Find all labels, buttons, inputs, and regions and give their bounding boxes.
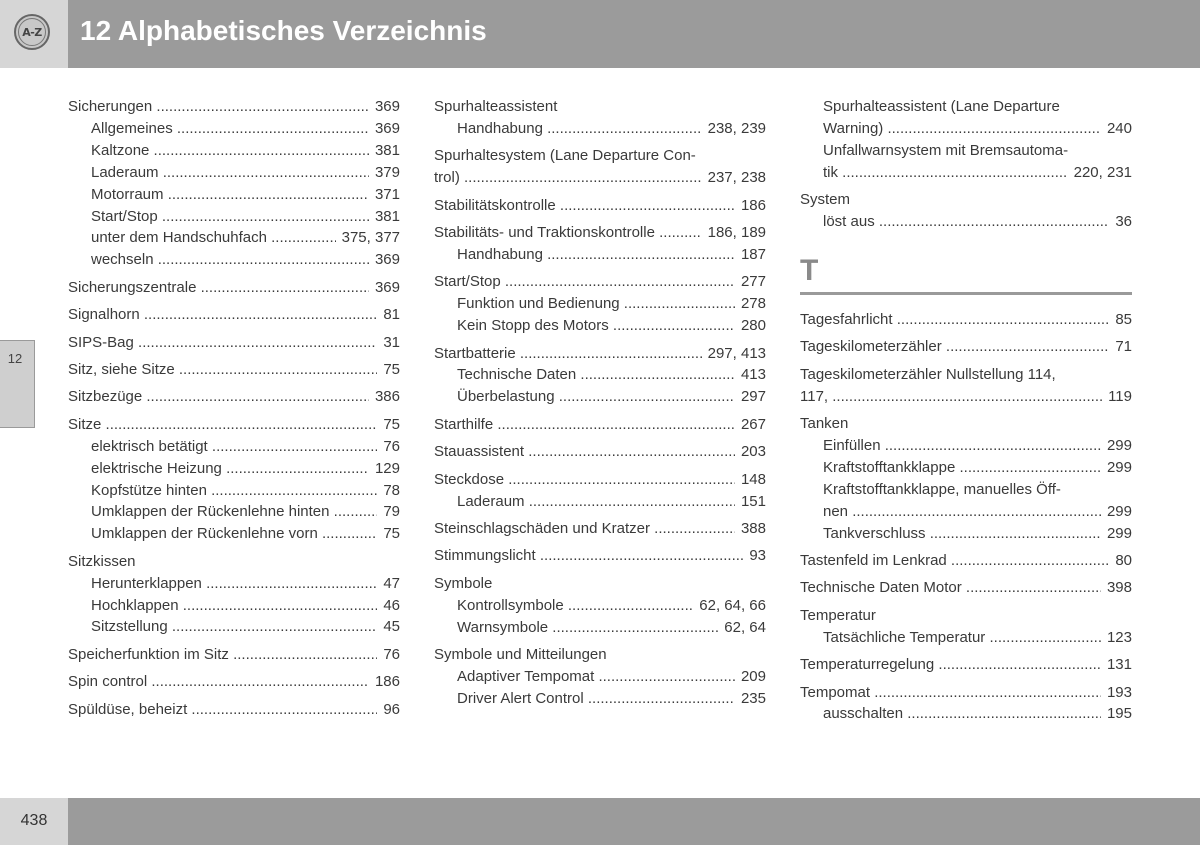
- entry-text: Hochklappen .....: [91, 595, 377, 617]
- index-subentry[interactable]: [800, 435, 1132, 457]
- entry-line[interactable]: [434, 469, 766, 491]
- page-number: 438: [20, 812, 48, 829]
- index-entry: [434, 195, 766, 217]
- entry-text: ausschalten .....: [823, 703, 1101, 725]
- index-subentry[interactable]: [68, 227, 400, 249]
- entry-heading: Sitzkissen: [68, 552, 136, 570]
- page-ref: 267: [740, 415, 766, 433]
- page-ref: 71: [1115, 338, 1132, 356]
- entry-text: Überbelastung .....: [457, 386, 735, 408]
- entry-line[interactable]: [68, 277, 400, 299]
- page-ref: 299: [1106, 458, 1132, 476]
- index-entry: [434, 271, 766, 337]
- entry-text: Tageskilometerzähler .....: [800, 336, 1109, 358]
- entry-text: Sicherungen .....: [68, 96, 369, 118]
- page-ref: 375, 377: [341, 229, 400, 247]
- section-divider: [800, 292, 1132, 295]
- page-ref: 371: [374, 185, 400, 203]
- entry-text: Stabilitätskontrolle .....: [434, 195, 735, 217]
- entry-text: Einfüllen .....: [823, 435, 1101, 457]
- entry-heading: Tanken: [800, 415, 849, 433]
- index-subentry[interactable]: [68, 523, 400, 545]
- entry-line[interactable]: [68, 386, 400, 408]
- entry-line[interactable]: [68, 699, 400, 721]
- page-ref: 76: [383, 437, 400, 455]
- index-entry: [68, 644, 400, 666]
- index-entry: [800, 189, 1132, 233]
- entry-line[interactable]: [68, 332, 400, 354]
- page-ref: 186, 189: [707, 224, 766, 242]
- entry-line[interactable]: [434, 343, 766, 365]
- entry-text-cont: 117, .....: [800, 386, 1102, 408]
- entry-line[interactable]: [68, 96, 400, 118]
- entry-line[interactable]: [434, 195, 766, 217]
- index-subentry[interactable]: [68, 140, 400, 162]
- entry-text: Sitz, siehe Sitze .....: [68, 359, 377, 381]
- index-entry: [68, 277, 400, 299]
- entry-line[interactable]: [800, 309, 1132, 331]
- index-column-3: [800, 96, 1132, 731]
- page-ref: 299: [1106, 524, 1132, 542]
- index-subentry[interactable]: [68, 162, 400, 184]
- section-letter: T: [800, 253, 819, 287]
- page-ref: 379: [374, 163, 400, 181]
- entry-text: Kein Stopp des Motors .....: [457, 315, 735, 337]
- index-entry: [434, 469, 766, 513]
- page-ref: 123: [1106, 628, 1132, 646]
- entry-line[interactable]: [800, 577, 1132, 599]
- index-entry: [800, 577, 1132, 599]
- entry-text: Laderaum .....: [91, 162, 369, 184]
- entry-text-cont: nen .....: [823, 501, 1101, 523]
- index-subentry[interactable]: [68, 573, 400, 595]
- entry-text: Stimmungslicht .....: [434, 545, 743, 567]
- index-subentry[interactable]: [68, 458, 400, 480]
- entry-text: Kraftstofftankklappe .....: [823, 457, 1101, 479]
- index-subentry[interactable]: [800, 523, 1132, 545]
- index-subentry[interactable]: [68, 184, 400, 206]
- page-ref: 75: [383, 525, 400, 543]
- page-ref: 186: [374, 673, 400, 691]
- page-ref: 96: [383, 700, 400, 718]
- letter-section-header: [800, 251, 1132, 309]
- index-subentry[interactable]: [434, 666, 766, 688]
- page-ref: 280: [740, 317, 766, 335]
- index-subentry[interactable]: [434, 491, 766, 513]
- entry-text: Warnsymbole .....: [457, 617, 718, 639]
- a-z-badge-label: A-Z: [18, 18, 46, 46]
- entry-heading: Symbole: [434, 574, 493, 592]
- page-ref: 413: [740, 366, 766, 384]
- index-subentry: Kraftstofftankklappe, manuelles Öff-: [823, 480, 1061, 498]
- entry-text: unter dem Handschuhfach .....: [91, 227, 336, 249]
- index-entry: [800, 364, 1132, 408]
- index-entry: [434, 145, 766, 189]
- entry-heading: System: [800, 191, 851, 209]
- index-entry: [434, 96, 766, 140]
- index-subentry: Spurhalteassistent (Lane Departure: [823, 98, 1060, 115]
- index-entry: [68, 304, 400, 326]
- page-ref: 36: [1115, 213, 1132, 231]
- page-ref: 381: [374, 207, 400, 225]
- index-entry: [68, 551, 400, 639]
- page-ref: 297, 413: [707, 344, 766, 362]
- entry-text: Tageskilometerzähler Nullstellung 114,: [800, 365, 1056, 383]
- footer-bar: [68, 798, 1200, 845]
- entry-text: Sitze .....: [68, 414, 377, 436]
- page-ref: 80: [1115, 552, 1132, 569]
- entry-line[interactable]: [434, 441, 766, 463]
- page-ref: 45: [383, 618, 400, 636]
- chapter-side-tab-label: 12: [7, 351, 23, 366]
- page-ref: 278: [740, 295, 766, 313]
- chapter-side-tab[interactable]: [0, 340, 35, 428]
- entry-text: Technische Daten Motor .....: [800, 577, 1101, 599]
- page-ref: 46: [383, 596, 400, 614]
- entry-line[interactable]: [800, 682, 1132, 704]
- entry-heading: Symbole und Mitteilungen: [434, 645, 607, 663]
- page-ref: 47: [383, 574, 400, 592]
- index-entry: [68, 671, 400, 693]
- page-title: 12 Alphabetisches Verzeichnis: [80, 15, 487, 46]
- page-ref: 31: [383, 333, 400, 351]
- page-ref: 277: [740, 273, 766, 291]
- page-ref: 79: [383, 503, 400, 521]
- entry-text: Motorraum .....: [91, 184, 369, 206]
- index-subentry[interactable]: [68, 595, 400, 617]
- entry-text: Tagesfahrlicht .....: [800, 309, 1109, 331]
- header-left-panel: [0, 0, 68, 68]
- entry-line[interactable]: [434, 271, 766, 293]
- entry-text: Start/Stop .....: [91, 206, 369, 228]
- entry-line[interactable]: [800, 386, 1132, 408]
- index-column-2: [434, 96, 766, 715]
- entry-text: Spurhaltesystem (Lane Departure Con-: [434, 147, 696, 165]
- index-subentry[interactable]: [68, 206, 400, 228]
- page-ref: 119: [1108, 387, 1132, 405]
- page-ref: 299: [1106, 436, 1132, 454]
- entry-text: wechseln .....: [91, 249, 369, 271]
- page-ref: 85: [1115, 310, 1132, 328]
- entry-line[interactable]: [68, 304, 400, 326]
- page-ref: 62, 64: [724, 618, 766, 636]
- entry-text: Start/Stop .....: [434, 271, 735, 293]
- entry-text: Speicherfunktion im Sitz .....: [68, 644, 377, 666]
- entry-text: Temperaturregelung .....: [800, 654, 1101, 676]
- entry-text: elektrische Heizung .....: [91, 458, 369, 480]
- entry-text: Sicherungszentrale .....: [68, 277, 369, 299]
- entry-text: Umklappen der Rückenlehne vorn .....: [91, 523, 377, 545]
- index-subentry[interactable]: [800, 211, 1132, 233]
- page-ref: 151: [740, 492, 766, 510]
- index-entry: [68, 96, 400, 271]
- index-entry: [434, 222, 766, 266]
- index-entry: [68, 699, 400, 721]
- entry-heading: Spurhalteassistent: [434, 98, 558, 115]
- index-subentry[interactable]: [434, 293, 766, 315]
- index-subentry[interactable]: [68, 436, 400, 458]
- index-entry: [434, 414, 766, 436]
- index-subentry[interactable]: [434, 617, 766, 639]
- entry-text: Allgemeines .....: [91, 118, 369, 140]
- index-subentry[interactable]: [800, 501, 1132, 523]
- index-entry: [68, 332, 400, 354]
- entry-line[interactable]: [68, 671, 400, 693]
- entry-line[interactable]: [68, 414, 400, 436]
- page-ref: 240: [1106, 119, 1132, 137]
- entry-line[interactable]: [434, 545, 766, 567]
- entry-text: Startbatterie .....: [434, 343, 702, 365]
- entry-text: Spüldüse, beheizt .....: [68, 699, 377, 721]
- index-subentry[interactable]: [800, 703, 1132, 725]
- entry-text: Stabilitäts- und Traktionskontrolle .....: [434, 222, 702, 244]
- page-ref: 220, 231: [1073, 163, 1132, 181]
- entry-text: Umklappen der Rückenlehne hinten .....: [91, 501, 377, 523]
- index-entry: [68, 386, 400, 408]
- index-subentry[interactable]: [434, 244, 766, 266]
- index-subentry[interactable]: [68, 480, 400, 502]
- page-ref: 369: [374, 251, 400, 269]
- page-ref: 209: [740, 667, 766, 685]
- page-ref: 148: [740, 470, 766, 488]
- page-ref: 381: [374, 141, 400, 159]
- entry-text: löst aus .....: [823, 211, 1109, 233]
- page-ref: 238, 239: [707, 119, 766, 137]
- index-entry: [800, 550, 1132, 572]
- entry-line[interactable]: [434, 414, 766, 436]
- page-ref: 76: [383, 645, 400, 663]
- entry-text: Driver Alert Control .....: [457, 688, 735, 710]
- page-ref: 369: [374, 278, 400, 296]
- entry-text: Spin control .....: [68, 671, 369, 693]
- page-ref: 193: [1106, 683, 1132, 701]
- page-ref: 187: [740, 245, 766, 263]
- page-ref: 93: [749, 547, 766, 565]
- page-ref: 75: [383, 360, 400, 378]
- page-ref: 203: [740, 443, 766, 461]
- page-ref: 75: [383, 415, 400, 433]
- index-entry: [434, 343, 766, 409]
- entry-line[interactable]: [800, 550, 1132, 572]
- index-entry: [800, 654, 1132, 676]
- index-subentry[interactable]: [800, 627, 1132, 649]
- entry-text: Sitzbezüge .....: [68, 386, 369, 408]
- index-subentry[interactable]: [800, 457, 1132, 479]
- index-entry: [800, 605, 1132, 649]
- index-entry: [434, 545, 766, 567]
- index-column-1: [68, 96, 400, 726]
- index-subentry[interactable]: [68, 249, 400, 271]
- entry-text: Handhabung .....: [457, 244, 735, 266]
- index-subentry[interactable]: [68, 118, 400, 140]
- entry-text: Tempomat .....: [800, 682, 1101, 704]
- index-entry: [800, 682, 1132, 726]
- entry-text: Tatsächliche Temperatur .....: [823, 627, 1101, 649]
- entry-text: Steinschlagschäden und Kratzer .....: [434, 518, 735, 540]
- entry-text: Herunterklappen .....: [91, 573, 377, 595]
- index-subentry[interactable]: [434, 364, 766, 386]
- page-ref: 186: [740, 196, 766, 214]
- entry-text: Tastenfeld im Lenkrad .....: [800, 550, 1109, 572]
- entry-text: Adaptiver Tempomat .....: [457, 666, 735, 688]
- entry-heading: Temperatur: [800, 606, 876, 624]
- entry-text: Sitzstellung .....: [91, 616, 377, 638]
- index-entry: [434, 518, 766, 540]
- entry-line[interactable]: [434, 222, 766, 244]
- entry-text: Kopfstütze hinten .....: [91, 480, 377, 502]
- entry-text: Signalhorn .....: [68, 304, 377, 326]
- index-entry: [68, 414, 400, 545]
- entry-text: elektrisch betätigt .....: [91, 436, 377, 458]
- page-ref: 369: [374, 119, 400, 137]
- entry-line[interactable]: [434, 518, 766, 540]
- entry-text: Steckdose .....: [434, 469, 735, 491]
- index-entry: [800, 336, 1132, 358]
- index-entry: [800, 96, 1132, 184]
- page-ref: 129: [374, 459, 400, 477]
- entry-text: Laderaum .....: [457, 491, 735, 513]
- page-ref: 386: [374, 388, 400, 406]
- entry-line[interactable]: [800, 654, 1132, 676]
- index-entry: [68, 359, 400, 381]
- index-entry: [434, 573, 766, 639]
- entry-text: Funktion und Bedienung .....: [457, 293, 735, 315]
- entry-line[interactable]: [68, 359, 400, 381]
- index-subentry[interactable]: [434, 595, 766, 617]
- page-ref: 237, 238: [707, 169, 766, 187]
- entry-line[interactable]: [434, 167, 766, 189]
- page-ref: 78: [383, 481, 400, 499]
- index-entry: [434, 441, 766, 463]
- page-ref: 297: [740, 388, 766, 406]
- entry-text: Tankverschluss .....: [823, 523, 1101, 545]
- entry-text: Starthilfe .....: [434, 414, 735, 436]
- index-subentry: Unfallwarnsystem mit Bremsautoma-: [823, 141, 1069, 159]
- entry-text-cont: trol) .....: [434, 167, 702, 189]
- index-subentry[interactable]: [800, 162, 1132, 184]
- page-ref: 131: [1106, 656, 1132, 674]
- entry-text: Stauassistent .....: [434, 441, 735, 463]
- index-entry: [800, 309, 1132, 331]
- page-ref: 388: [740, 519, 766, 537]
- entry-text: SIPS-Bag .....: [68, 332, 377, 354]
- page-ref: 369: [374, 98, 400, 115]
- page-ref: 81: [383, 306, 400, 324]
- a-z-index-icon: [14, 14, 50, 50]
- page-ref: 299: [1106, 502, 1132, 520]
- index-subentry[interactable]: [434, 688, 766, 710]
- index-subentry[interactable]: [68, 616, 400, 638]
- index-subentry[interactable]: [434, 386, 766, 408]
- page-ref: 235: [740, 689, 766, 707]
- page-ref: 398: [1106, 579, 1132, 597]
- entry-line[interactable]: [68, 644, 400, 666]
- index-subentry[interactable]: [434, 118, 766, 140]
- index-subentry[interactable]: [800, 118, 1132, 140]
- entry-text: Technische Daten .....: [457, 364, 735, 386]
- entry-text-cont: tik .....: [823, 162, 1068, 184]
- index-entry: [800, 413, 1132, 544]
- entry-text: Kontrollsymbole .....: [457, 595, 693, 617]
- index-entry: [434, 644, 766, 710]
- page-ref: 195: [1106, 705, 1132, 723]
- page-ref: 62, 64, 66: [699, 596, 766, 614]
- entry-text: Handhabung .....: [457, 118, 702, 140]
- entry-text: Kaltzone .....: [91, 140, 369, 162]
- index-subentry[interactable]: [434, 315, 766, 337]
- entry-line[interactable]: [800, 336, 1132, 358]
- entry-text-cont: Warning) .....: [823, 118, 1101, 140]
- index-subentry[interactable]: [68, 501, 400, 523]
